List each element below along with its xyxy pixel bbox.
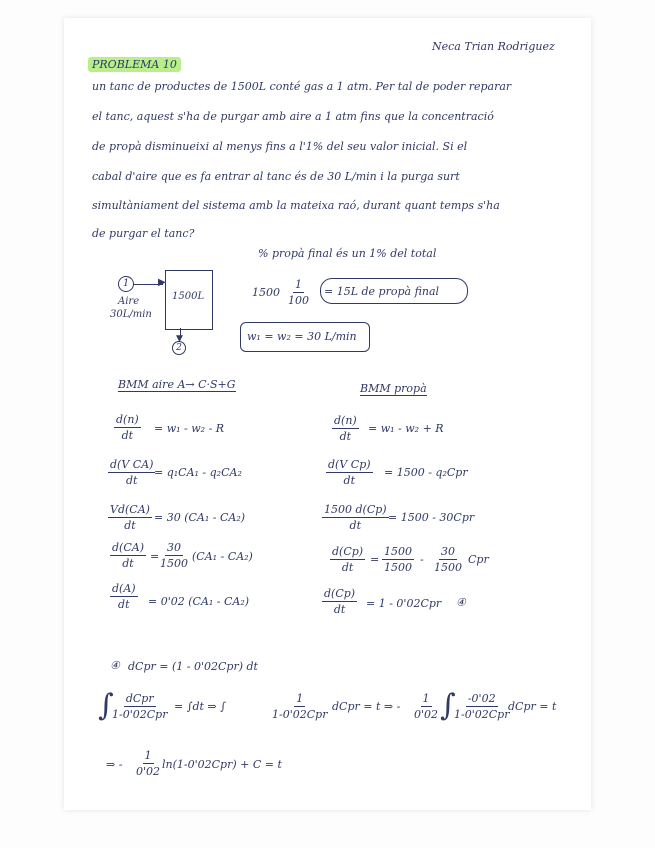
prop-eq5-mark: ④ — [456, 596, 466, 609]
air-eq4-den: dt — [122, 557, 134, 570]
inlet-label-air: Aire — [118, 296, 140, 307]
prop-eq4-minus: - — [420, 553, 424, 566]
integral-sign-1: ∫ — [98, 688, 114, 723]
solution-last-frac — [136, 749, 160, 778]
prop-eq5-num: d(Cp) — [324, 587, 356, 600]
outlet-number: 2 — [172, 341, 186, 355]
air-eq4-coef-num: 30 — [167, 541, 181, 554]
air-eq4-coef-den: 1500 — [160, 557, 188, 570]
prop-eq4-coef1-den: 1500 — [384, 561, 412, 574]
statement-line-2: el tanc, aquest s'ha de purgar amb aire a 1 atm fins que la concentració — [92, 110, 494, 123]
statement-line-3: de propà disminueixi al menys fins a l'1% del seu valor inicial. Si el — [92, 140, 468, 153]
statement-line-6: de purgar el tanc? — [92, 227, 195, 240]
prop-eq4-num: d(Cp) — [332, 545, 364, 558]
solution-last-rhs: ln(1-0'02Cpr) + C = t — [162, 758, 282, 771]
prop-eq1-num: d(n) — [334, 414, 357, 427]
inlet-number: 1 — [118, 276, 134, 292]
prop-eq1-rhs: = w₁ - w₂ + R — [368, 422, 444, 435]
prop-eq3-frac — [322, 503, 389, 532]
air-eq1-rhs: = w₁ - w₂ - R — [154, 422, 225, 435]
air-eq3-frac — [108, 503, 152, 532]
solution-int2-den: 1-0'02Cpr — [272, 708, 328, 721]
solution-end: dCpr = t — [508, 700, 557, 713]
inlet-arrow-head: ▶ — [158, 277, 166, 288]
propane-balance-heading: BMM propà — [360, 382, 427, 395]
air-eq4-equals: = — [150, 550, 160, 563]
final-propane-note: % propà final és un 1% del total — [258, 247, 437, 260]
air-eq4-num: d(CA) — [112, 541, 144, 554]
solution-line-1: dCpr = (1 - 0'02Cpr) dt — [128, 660, 258, 673]
air-eq1-num: d(n) — [116, 413, 139, 426]
prop-eq2-rhs: = 1500 - q₂Cpr — [384, 466, 468, 479]
air-eq5-frac — [110, 582, 138, 611]
air-eq3-rhs: = 30 (CA₁ - CA₂) — [154, 511, 246, 524]
prop-eq2-frac — [326, 458, 373, 487]
solution-int1-num: dCpr — [125, 692, 154, 705]
air-eq4-coef — [160, 541, 188, 570]
statement-line-1: un tanc de productes de 1500L conté gas a 1 atm. Per tal de poder reparar — [92, 80, 512, 93]
prop-eq4-coef1 — [382, 545, 414, 574]
prop-eq4-den: dt — [341, 561, 354, 574]
solution-int1-den: 1-0'02Cpr — [112, 708, 168, 721]
calc-propane-num: 1 — [295, 278, 302, 291]
solution-int2-frac — [272, 692, 327, 721]
prop-eq5-frac — [322, 587, 357, 616]
solution-int3-num: 1 — [422, 692, 430, 705]
calc-propane-den: 100 — [288, 294, 309, 307]
air-eq4-rhs: (CA₁ - CA₂) — [192, 550, 253, 563]
statement-line-4: cabal d'aire que es fa entrar al tanc és de 30 L/min i la purga surt — [92, 170, 460, 183]
solution-step-label: ④ — [110, 659, 120, 672]
prop-eq2-den: dt — [343, 474, 355, 487]
solution-last-num: 1 — [144, 749, 152, 762]
air-eq5-num: d(A) — [112, 582, 136, 595]
prop-eq5-den: dt — [333, 603, 346, 616]
solution-int4-num: -0'02 — [467, 692, 496, 705]
tank-volume-label: 1500L — [172, 291, 205, 302]
author-name: Neca Trian Rodriguez — [432, 40, 555, 53]
solution-mid-1: = ∫dt ⇒ ∫ — [174, 700, 226, 713]
air-balance-heading: BMM aire A→ C·S+G — [118, 378, 236, 391]
problem-title-highlight: PROBLEMA 10 — [88, 57, 181, 72]
solution-int4-frac — [454, 692, 509, 721]
prop-eq4-coef2-num: 30 — [441, 545, 455, 558]
prop-eq3-rhs: = 1500 - 30Cpr — [388, 511, 475, 524]
prop-eq3-num: 1500 d(Cp) — [324, 503, 387, 516]
prop-eq5-rhs: = 1 - 0'02Cpr — [366, 597, 442, 610]
calc-propane-lhs: 1500 — [252, 286, 280, 299]
air-eq4-frac — [110, 541, 146, 570]
solution-last-pre: ⇒ - — [106, 758, 123, 771]
prop-eq1-frac — [332, 414, 359, 443]
solution-int3-frac — [414, 692, 438, 721]
solution-int1-frac — [112, 692, 167, 721]
inlet-label-flow: 30L/min — [110, 309, 152, 320]
air-eq2-num: d(V CA) — [110, 458, 154, 471]
solution-last-den: 0'02 — [136, 765, 161, 778]
air-eq3-num: Vd(CA) — [110, 503, 150, 516]
air-eq2-rhs: = q₁CA₁ - q₂CA₂ — [154, 466, 242, 479]
prop-eq4-rhs: Cpr — [468, 553, 489, 566]
calc-propane-result: = 15L de propà final — [324, 285, 440, 298]
air-eq2-den: dt — [125, 474, 138, 487]
solution-int4-den: 1-0'02Cpr — [454, 708, 510, 721]
prop-eq4-frac — [330, 545, 365, 574]
air-eq5-den: dt — [118, 598, 130, 611]
statement-line-5: simultàniament del sistema amb la mateixa raó, durant quant temps s'ha — [92, 199, 500, 212]
solution-mid-2: dCpr = t ⇒ - — [332, 700, 401, 713]
prop-eq4-coef1-num: 1500 — [384, 545, 412, 558]
solution-int3-den: 0'02 — [414, 708, 439, 721]
prop-eq1-den: dt — [339, 430, 352, 443]
air-eq3-den: dt — [124, 519, 136, 532]
calc-propane-fraction — [288, 278, 309, 307]
prop-eq4-coef2 — [434, 545, 462, 574]
air-eq5-rhs: = 0'02 (CA₁ - CA₂) — [148, 595, 250, 608]
outlet-arrow-head: ▼ — [176, 334, 183, 344]
prop-eq3-den: dt — [349, 519, 362, 532]
prop-eq2-num: d(V Cp) — [328, 458, 371, 471]
solution-int2-num: 1 — [296, 692, 304, 705]
flow-equation: w₁ = w₂ = 30 L/min — [247, 330, 357, 343]
prop-eq4-coef2-den: 1500 — [434, 561, 462, 574]
air-eq1-den: dt — [121, 429, 134, 442]
problem-title — [88, 58, 181, 71]
integral-sign-2: ∫ — [440, 688, 456, 723]
air-eq1-frac — [114, 413, 141, 442]
prop-eq4-equals: = — [370, 553, 380, 566]
air-eq2-frac — [108, 458, 155, 487]
